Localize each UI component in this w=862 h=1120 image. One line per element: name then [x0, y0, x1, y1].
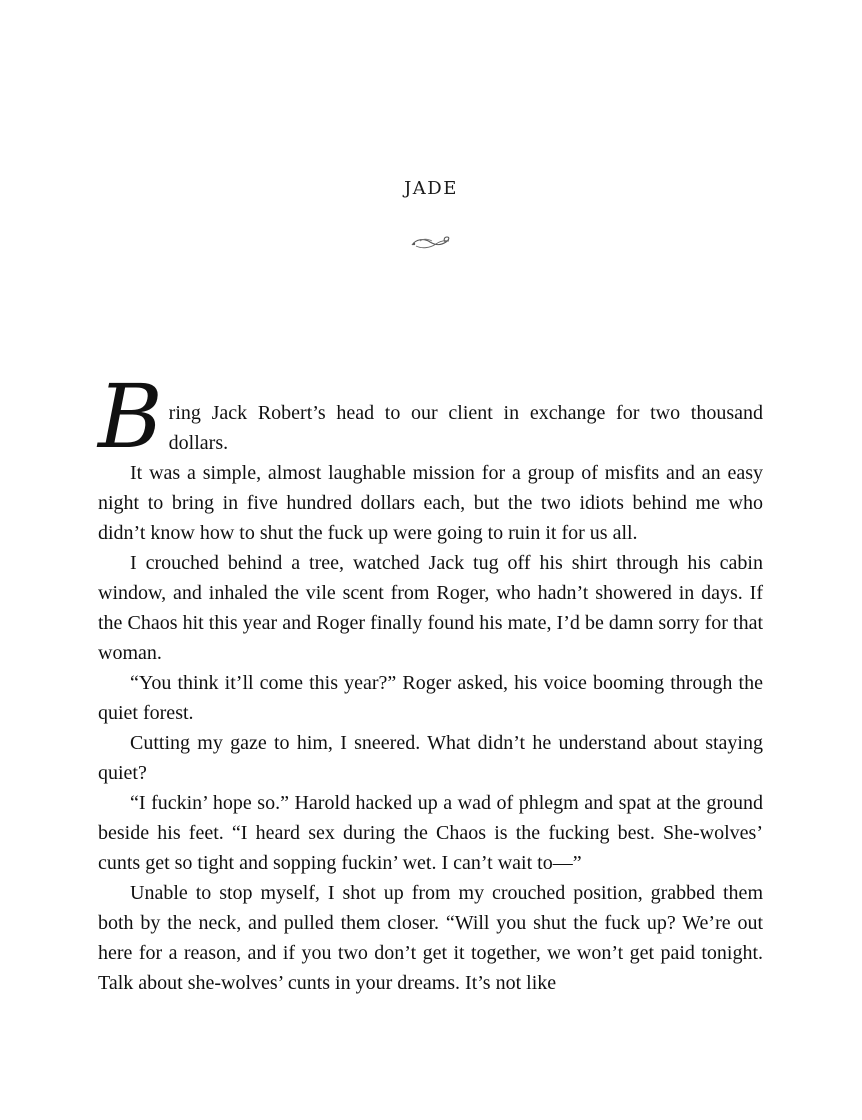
drop-cap-letter: B [98, 365, 163, 468]
paragraph-4: “You think it’ll come this year?” Roger asked, his voice booming through the quiet forest. [98, 672, 763, 724]
chapter-body [98, 365, 763, 998]
paragraph-1-text: ring Jack Robert’s head to our client in exchange for two thousand dollars. [168, 402, 763, 454]
paragraph-7: Unable to stop myself, I shot up from my crouched position, grabbed them both by the neck, and pulled them closer. “Will you shut the fuck up? We’re out here for a reason, and if you two don’t get it together, we won’t get paid tonight. Talk about she-wolves’ cunts in your dreams. It’s not like [98, 882, 763, 994]
paragraph-3: I crouched behind a tree, watched Jack tug off his shirt through his cabin window, and inhaled the vile scent from Roger, who hadn’t showered in days. If the Chaos hit this year and Roger finally found his mate, I’d be damn sorry for that woman. [98, 552, 763, 664]
paragraph-6: “I fuckin’ hope so.” Harold hacked up a wad of phlegm and spat at the ground beside his feet. “I heard sex during the Chaos is the fucking best. She-wolves’ cunts get so tight and sopping fuckin’ wet. I can’t wait to—” [98, 792, 763, 874]
paragraph-2: It was a simple, almost laughable mission for a group of misfits and an easy night to bring in five hundred dollars each, but the two idiots behind me who didn’t know how to shut the fuck up were going to ruin it for us all. [98, 462, 763, 544]
chapter-title: JADE [404, 178, 458, 199]
flourish-ornament-icon [410, 233, 452, 251]
paragraph-5: Cutting my gaze to him, I sneered. What didn’t he understand about staying quiet? [98, 732, 763, 784]
paragraph-1 [98, 365, 763, 468]
